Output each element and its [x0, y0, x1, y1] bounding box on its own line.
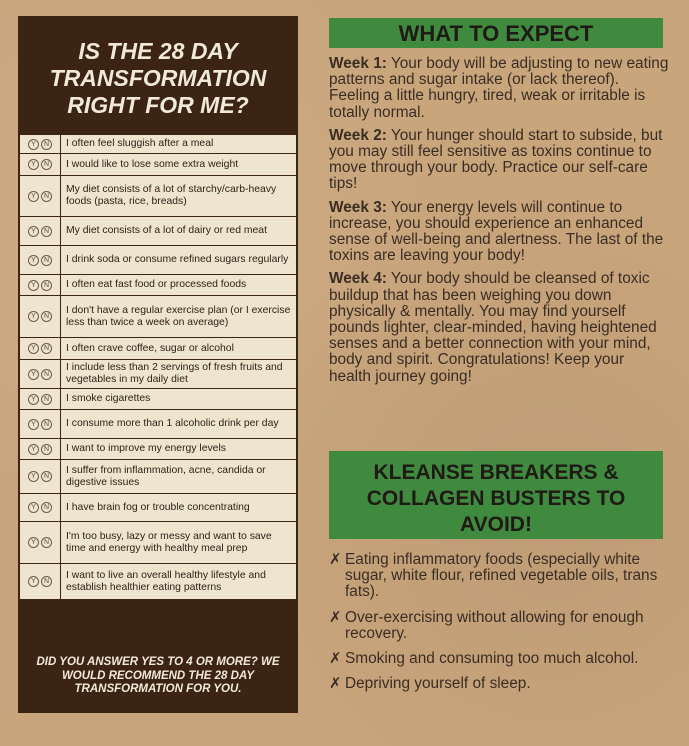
quiz-title: IS THE 28 DAY TRANSFORMATION RIGHT FOR ME? — [49, 38, 267, 118]
yes-option[interactable]: Y — [28, 471, 39, 482]
quiz-question: I want to improve my energy levels — [66, 443, 226, 455]
quiz-panel — [18, 16, 298, 713]
quiz-question: I don't have a regular exercise plan (or I exercise less than twice a week on average) — [66, 304, 291, 328]
quiz-table — [20, 134, 296, 600]
no-option[interactable]: N — [41, 159, 52, 170]
quiz-row — [20, 410, 296, 439]
quiz-footer: DID YOU ANSWER YES TO 4 OR MORE? WE WOULD RECOMMEND THE 28 DAY TRANSFORMATION FOR YOU. — [36, 656, 280, 695]
yes-option[interactable]: Y — [28, 502, 39, 513]
yes-option[interactable]: Y — [28, 576, 39, 587]
no-option[interactable]: N — [41, 191, 52, 202]
no-option[interactable]: N — [41, 226, 52, 237]
quiz-row — [20, 338, 296, 360]
yes-option[interactable]: Y — [28, 343, 39, 354]
yes-option[interactable]: Y — [28, 419, 39, 430]
x-mark-icon: ✗ — [329, 650, 342, 668]
quiz-row — [20, 564, 296, 600]
breaker-text: Eating inflammatory foods (especially white sugar, white flour, refined vegetable oils, trans fats). — [345, 551, 658, 601]
yes-no-options — [20, 275, 61, 295]
week-text: Your body should be cleansed of toxic buildup that has been weighing you down physically & mentally. You may find yourself pounds lighter, clear-minded, having heightened senses and a better connection with your mind, body and spirit. Congratulations! Keep your health journey going! — [329, 270, 657, 385]
breakers-banner: KLEANSE BREAKERS & COLLAGEN BUSTERS TO AVOID! — [329, 451, 663, 539]
week-paragraph — [329, 56, 669, 121]
week-label: Week 2: — [329, 126, 387, 144]
quiz-question: I consume more than 1 alcoholic drink per day — [66, 418, 279, 430]
x-mark-icon: ✗ — [329, 675, 342, 693]
week-paragraph — [329, 271, 669, 384]
yes-no-options — [20, 338, 61, 359]
week-text: Your hunger should start to subside, but you may still feel sensitive as toxins continue to move through your body. Practice our self-care tips! — [329, 126, 663, 193]
no-option[interactable]: N — [41, 280, 52, 291]
quiz-question: I want to live an overall healthy lifestyle and establish healthier eating patterns — [66, 569, 266, 593]
yes-option[interactable]: Y — [28, 394, 39, 405]
yes-option[interactable]: Y — [28, 191, 39, 202]
quiz-question: I often eat fast food or processed foods — [66, 279, 247, 291]
yes-no-options — [20, 389, 61, 409]
quiz-row — [20, 522, 296, 564]
x-mark-icon: ✗ — [329, 608, 342, 626]
breaker-item — [329, 610, 669, 642]
yes-option[interactable]: Y — [28, 280, 39, 291]
breaker-item — [329, 552, 669, 601]
quiz-question: My diet consists of a lot of starchy/carb-heavy foods (pasta, rice, breads) — [66, 184, 277, 207]
yes-option[interactable]: Y — [28, 226, 39, 237]
breaker-text: Over-exercising without allowing for enough recovery. — [345, 608, 644, 642]
yes-no-options — [20, 246, 61, 274]
no-option[interactable]: N — [41, 502, 52, 513]
yes-option[interactable]: Y — [28, 159, 39, 170]
quiz-row — [20, 134, 296, 154]
quiz-question: I'm too busy, lazy or messy and want to save time and energy with healthy meal prep — [66, 530, 272, 554]
quiz-row — [20, 439, 296, 460]
yes-option[interactable]: Y — [28, 444, 39, 455]
yes-no-options — [20, 135, 61, 153]
quiz-question: I would like to lose some extra weight — [66, 158, 239, 170]
quiz-row — [20, 460, 296, 494]
yes-option[interactable]: Y — [28, 537, 39, 548]
quiz-row — [20, 494, 296, 522]
yes-option[interactable]: Y — [28, 139, 39, 150]
quiz-question: I drink soda or consume refined sugars regularly — [66, 254, 289, 266]
yes-no-options — [20, 217, 61, 245]
no-option[interactable]: N — [41, 576, 52, 587]
no-option[interactable]: N — [41, 369, 52, 380]
quiz-row — [20, 360, 296, 389]
breaker-item — [329, 676, 669, 692]
quiz-row — [20, 246, 296, 275]
what-to-expect-banner: WHAT TO EXPECT — [329, 18, 663, 48]
yes-option[interactable]: Y — [28, 369, 39, 380]
quiz-row — [20, 176, 296, 217]
quiz-question: I include less than 2 servings of fresh fruits and vegetables in my daily diet — [66, 362, 283, 385]
no-option[interactable]: N — [41, 394, 52, 405]
week-paragraph — [329, 200, 669, 265]
week-paragraph — [329, 128, 669, 193]
week-label: Week 4: — [329, 270, 387, 288]
quiz-row — [20, 275, 296, 296]
yes-no-options — [20, 494, 61, 521]
quiz-question: I often crave coffee, sugar or alcohol — [66, 342, 234, 354]
breaker-text: Depriving yourself of sleep. — [345, 675, 531, 693]
quiz-row — [20, 296, 296, 338]
yes-no-options — [20, 360, 61, 388]
no-option[interactable]: N — [41, 471, 52, 482]
yes-no-options — [20, 564, 61, 599]
no-option[interactable]: N — [41, 311, 52, 322]
breakers-list — [329, 552, 669, 701]
quiz-question: I smoke cigarettes — [66, 393, 151, 405]
yes-no-options — [20, 439, 61, 459]
week-label: Week 1: — [329, 55, 387, 72]
yes-option[interactable]: Y — [28, 311, 39, 322]
quiz-question: I have brain fog or trouble concentrating — [66, 501, 250, 513]
yes-no-options — [20, 296, 61, 337]
week-label: Week 3: — [329, 198, 387, 216]
quiz-row — [20, 217, 296, 246]
no-option[interactable]: N — [41, 139, 52, 150]
no-option[interactable]: N — [41, 343, 52, 354]
no-option[interactable]: N — [41, 537, 52, 548]
yes-no-options — [20, 522, 61, 563]
week-text: Your body will be adjusting to new eating patterns and sugar intake (or lack thereof). Feeling a little hungry, tired, weak or irritable is totally normal. — [329, 55, 669, 121]
no-option[interactable]: N — [41, 419, 52, 430]
week-text: Your energy levels will continue to increase, you should experience an enhanced sense of well-being and alertness. The last of the toxins are leaving your body! — [329, 198, 664, 265]
quiz-question: I often feel sluggish after a meal — [66, 138, 214, 150]
x-mark-icon: ✗ — [329, 551, 342, 568]
yes-no-options — [20, 154, 61, 175]
breaker-item — [329, 651, 669, 667]
yes-no-options — [20, 410, 61, 438]
yes-no-options — [20, 176, 61, 216]
quiz-row — [20, 389, 296, 410]
no-option[interactable]: N — [41, 255, 52, 266]
quiz-row — [20, 154, 296, 176]
quiz-question: My diet consists of a lot of dairy or red meat — [66, 225, 267, 237]
yes-no-options — [20, 460, 61, 493]
yes-option[interactable]: Y — [28, 255, 39, 266]
quiz-question: I suffer from inflammation, acne, candida or digestive issues — [66, 464, 266, 488]
weeks-list — [329, 56, 669, 392]
no-option[interactable]: N — [41, 444, 52, 455]
breaker-text: Smoking and consuming too much alcohol. — [345, 650, 639, 668]
